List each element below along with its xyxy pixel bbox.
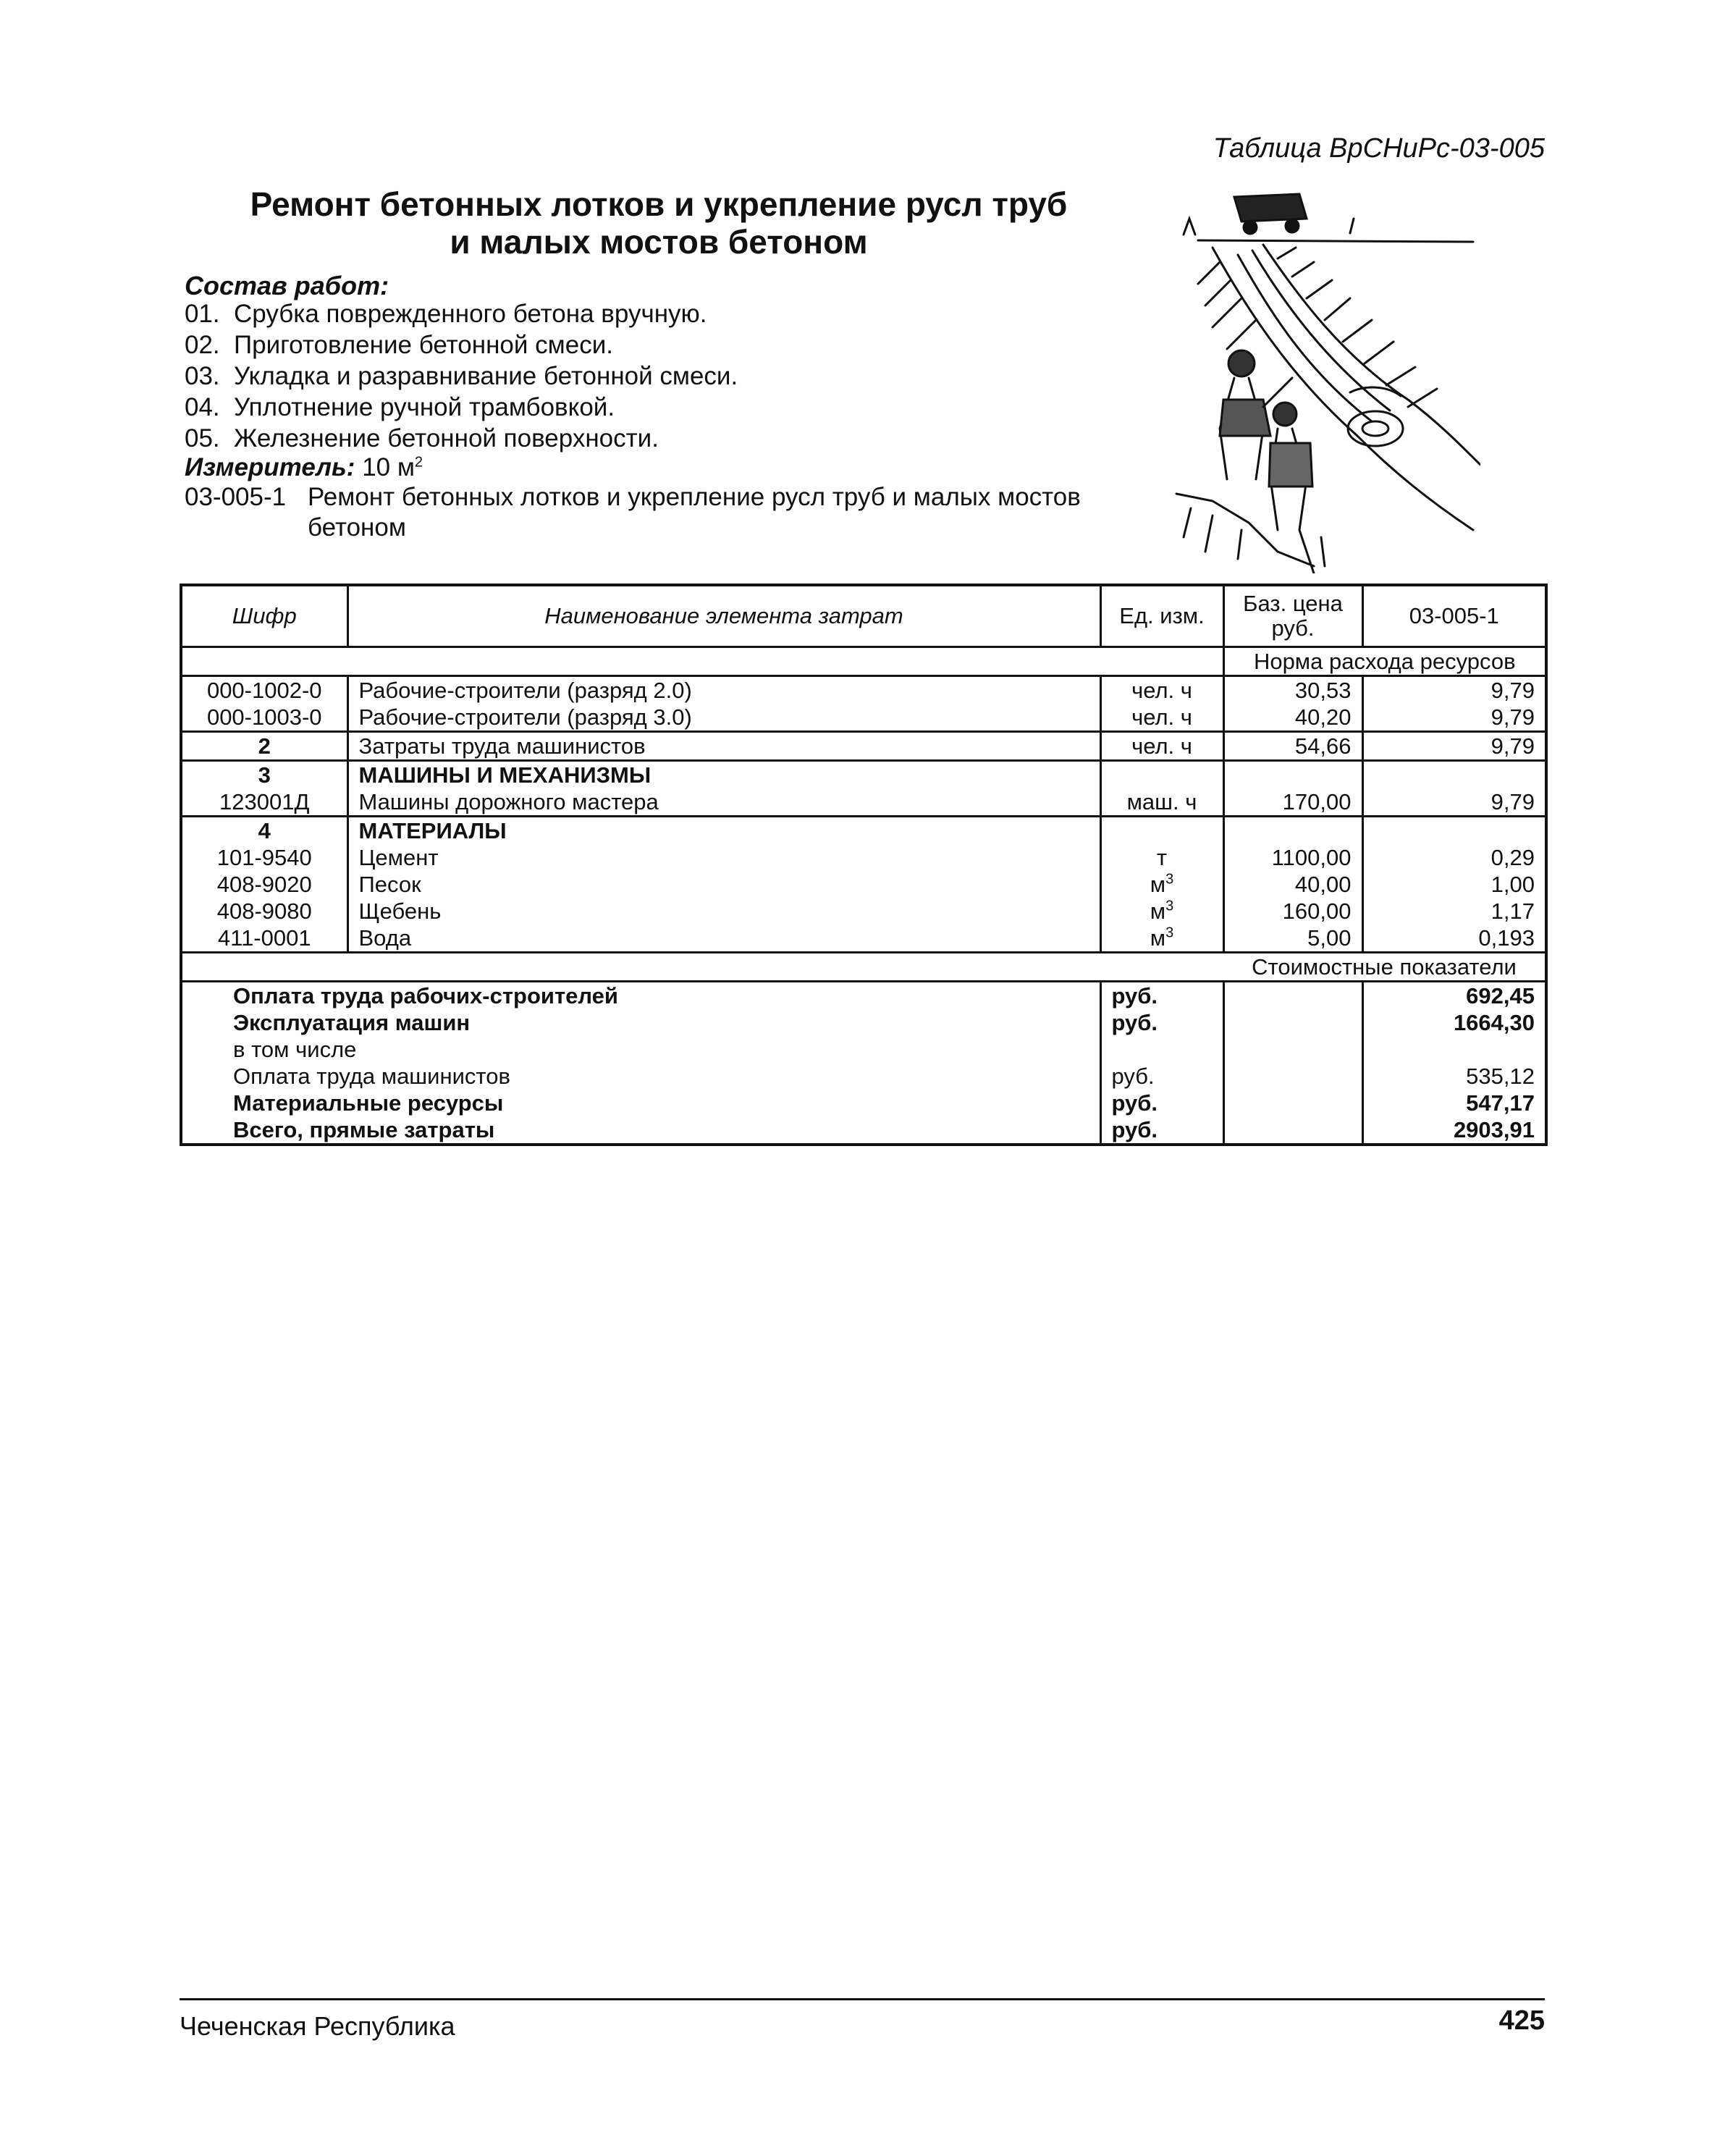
cell-price: 40,00 bbox=[1223, 871, 1362, 898]
table-row bbox=[181, 871, 1546, 898]
footer-divider bbox=[180, 1998, 1545, 2000]
cost-unit bbox=[1100, 1036, 1223, 1063]
table-row bbox=[181, 844, 1546, 871]
cell-unit: чел. ч bbox=[1100, 676, 1223, 704]
work-number: 04. bbox=[185, 393, 220, 421]
cell-name: Затраты труда машинистов bbox=[347, 732, 1100, 761]
cost-value: 547,17 bbox=[1362, 1090, 1546, 1116]
cost-row bbox=[181, 1116, 1546, 1145]
cost-unit: руб. bbox=[1100, 1063, 1223, 1090]
works-list bbox=[185, 298, 738, 454]
group-row bbox=[181, 761, 1546, 789]
measure-line bbox=[185, 453, 423, 482]
cost-value: 1664,30 bbox=[1362, 1009, 1546, 1036]
header-code: Шифр bbox=[181, 585, 347, 647]
measure-value: 10 м bbox=[362, 453, 415, 481]
cost-row bbox=[181, 1063, 1546, 1090]
cost-unit: руб. bbox=[1100, 1116, 1223, 1145]
cell-name: Рабочие-строители (разряд 2.0) bbox=[347, 676, 1100, 704]
section-row bbox=[181, 647, 1546, 676]
cell-code: 4 bbox=[181, 817, 347, 845]
page-title bbox=[188, 185, 1129, 261]
cost-row bbox=[181, 1009, 1546, 1036]
measure-power: 2 bbox=[414, 454, 423, 471]
work-text: Приготовление бетонной смеси. bbox=[234, 331, 613, 359]
list-item bbox=[185, 423, 738, 454]
work-text: Уплотнение ручной трамбовкой. bbox=[234, 393, 615, 421]
cell-code: 408-9080 bbox=[216, 898, 312, 924]
cell-norm: 9,79 bbox=[1362, 704, 1546, 732]
section-row bbox=[181, 953, 1546, 982]
cell-unit: чел. ч bbox=[1100, 732, 1223, 761]
title-line-1: Ремонт бетонных лотков и укрепление русл труб bbox=[250, 185, 1068, 223]
cost-row bbox=[181, 1090, 1546, 1116]
cell-name: Машины дорожного мастера bbox=[347, 788, 1100, 817]
cell-name: Рабочие-строители (разряд 3.0) bbox=[347, 704, 1100, 732]
title-line-2: и малых мостов бетоном bbox=[450, 223, 868, 261]
cell-name: МАШИНЫ И МЕХАНИЗМЫ bbox=[347, 761, 1100, 789]
header-price: Баз. цена руб. bbox=[1223, 585, 1362, 647]
cell-code: 000-1003-0 bbox=[206, 704, 322, 730]
cell-unit: $м^3$ bbox=[1100, 898, 1223, 925]
cost-value: 535,12 bbox=[1362, 1063, 1546, 1090]
cost-name: в том числе bbox=[233, 1036, 357, 1062]
cost-unit: руб. bbox=[1100, 982, 1223, 1010]
cell-code: 2 bbox=[181, 732, 347, 761]
norm-code: 03-005-1 bbox=[185, 483, 287, 511]
cell-price: 40,20 bbox=[1223, 704, 1362, 732]
cell-price: 160,00 bbox=[1223, 898, 1362, 925]
header-unit: Ед. изм. bbox=[1100, 585, 1223, 647]
cell-code: 3 bbox=[181, 761, 347, 789]
cell-price: 5,00 bbox=[1223, 925, 1362, 953]
cell-unit: чел. ч bbox=[1100, 704, 1223, 732]
footer-region: Чеченская Республика bbox=[180, 2011, 455, 2041]
cell-norm: 0,193 bbox=[1362, 925, 1546, 953]
cost-unit: руб. bbox=[1100, 1009, 1223, 1036]
table-header-row bbox=[181, 585, 1546, 647]
cell-price: 1100,00 bbox=[1223, 844, 1362, 871]
list-item bbox=[185, 329, 738, 361]
cell-price: 170,00 bbox=[1223, 788, 1362, 817]
work-number: 02. bbox=[185, 331, 220, 359]
cell-code: 000-1002-0 bbox=[206, 677, 322, 703]
work-number: 01. bbox=[185, 300, 220, 328]
norm-description: Ремонт бетонных лотков и укрепление русл труб и малых мостов бетоном bbox=[308, 483, 1081, 542]
table-row bbox=[181, 732, 1546, 761]
cost-unit: руб. bbox=[1100, 1090, 1223, 1116]
cell-name: Щебень bbox=[347, 898, 1100, 925]
work-text: Срубка поврежденного бетона вручную. bbox=[234, 300, 707, 328]
repair-illustration bbox=[1169, 190, 1480, 573]
header-name: Наименование элемента затрат bbox=[347, 585, 1100, 647]
work-text: Укладка и разравнивание бетонной смеси. bbox=[234, 362, 738, 390]
cell-unit: маш. ч bbox=[1100, 788, 1223, 817]
cell-norm: 1,17 bbox=[1362, 898, 1546, 925]
list-item bbox=[185, 298, 738, 329]
cell-price: 54,66 bbox=[1223, 732, 1362, 761]
measure-label: Измеритель: bbox=[185, 453, 355, 481]
cell-norm: 9,79 bbox=[1362, 788, 1546, 817]
cost-row bbox=[181, 982, 1546, 1010]
cell-code: 408-9020 bbox=[216, 871, 312, 897]
cost-name: Материальные ресурсы bbox=[233, 1090, 504, 1116]
cell-name: Песок bbox=[347, 871, 1100, 898]
work-text: Железнение бетонной поверхности. bbox=[234, 424, 659, 452]
table-row bbox=[181, 925, 1546, 953]
work-number: 03. bbox=[185, 362, 220, 390]
cell-name: Вода bbox=[347, 925, 1100, 953]
table-row bbox=[181, 898, 1546, 925]
cell-norm: 9,79 bbox=[1362, 676, 1546, 704]
cost-name: Оплата труда машинистов bbox=[233, 1063, 510, 1089]
table-label: Таблица ВрСНиРс-03-005 bbox=[1213, 133, 1545, 164]
list-item bbox=[185, 392, 738, 423]
norm-code-line bbox=[185, 482, 1147, 543]
cell-name: МАТЕРИАЛЫ bbox=[347, 817, 1100, 845]
cell-unit: $м^3$ bbox=[1100, 925, 1223, 953]
page-number: 425 bbox=[1498, 2005, 1545, 2036]
cell-norm: 0,29 bbox=[1362, 844, 1546, 871]
cell-code: 411-0001 bbox=[217, 925, 311, 951]
section-norm-label: Норма расхода ресурсов bbox=[1223, 647, 1546, 676]
cost-name: Всего, прямые затраты bbox=[233, 1116, 495, 1142]
cell-norm: 9,79 bbox=[1362, 732, 1546, 761]
cell-price: 30,53 bbox=[1223, 676, 1362, 704]
table-row bbox=[181, 704, 1546, 732]
cost-name: Оплата труда рабочих-строителей bbox=[233, 982, 618, 1008]
header-norm: 03-005-1 bbox=[1362, 585, 1546, 647]
works-label: Состав работ: bbox=[185, 271, 389, 300]
cost-value: 692,45 bbox=[1362, 982, 1546, 1010]
cell-unit: $м^3$ bbox=[1100, 871, 1223, 898]
group-row bbox=[181, 817, 1546, 845]
cost-table bbox=[180, 584, 1548, 1146]
work-number: 05. bbox=[185, 424, 220, 452]
table-row bbox=[181, 676, 1546, 704]
cost-value: 2903,91 bbox=[1362, 1116, 1546, 1145]
list-item bbox=[185, 361, 738, 392]
cell-norm: 1,00 bbox=[1362, 871, 1546, 898]
cost-row bbox=[181, 1036, 1546, 1063]
cost-value bbox=[1362, 1036, 1546, 1063]
cost-name: Эксплуатация машин bbox=[233, 1009, 471, 1035]
section-cost-label: Стоимостные показатели bbox=[1223, 953, 1546, 982]
table-row bbox=[181, 788, 1546, 817]
cell-code: 123001Д bbox=[219, 788, 310, 814]
cell-code: 101-9540 bbox=[216, 844, 312, 870]
cell-unit: т bbox=[1100, 844, 1223, 871]
cell-name: Цемент bbox=[347, 844, 1100, 871]
